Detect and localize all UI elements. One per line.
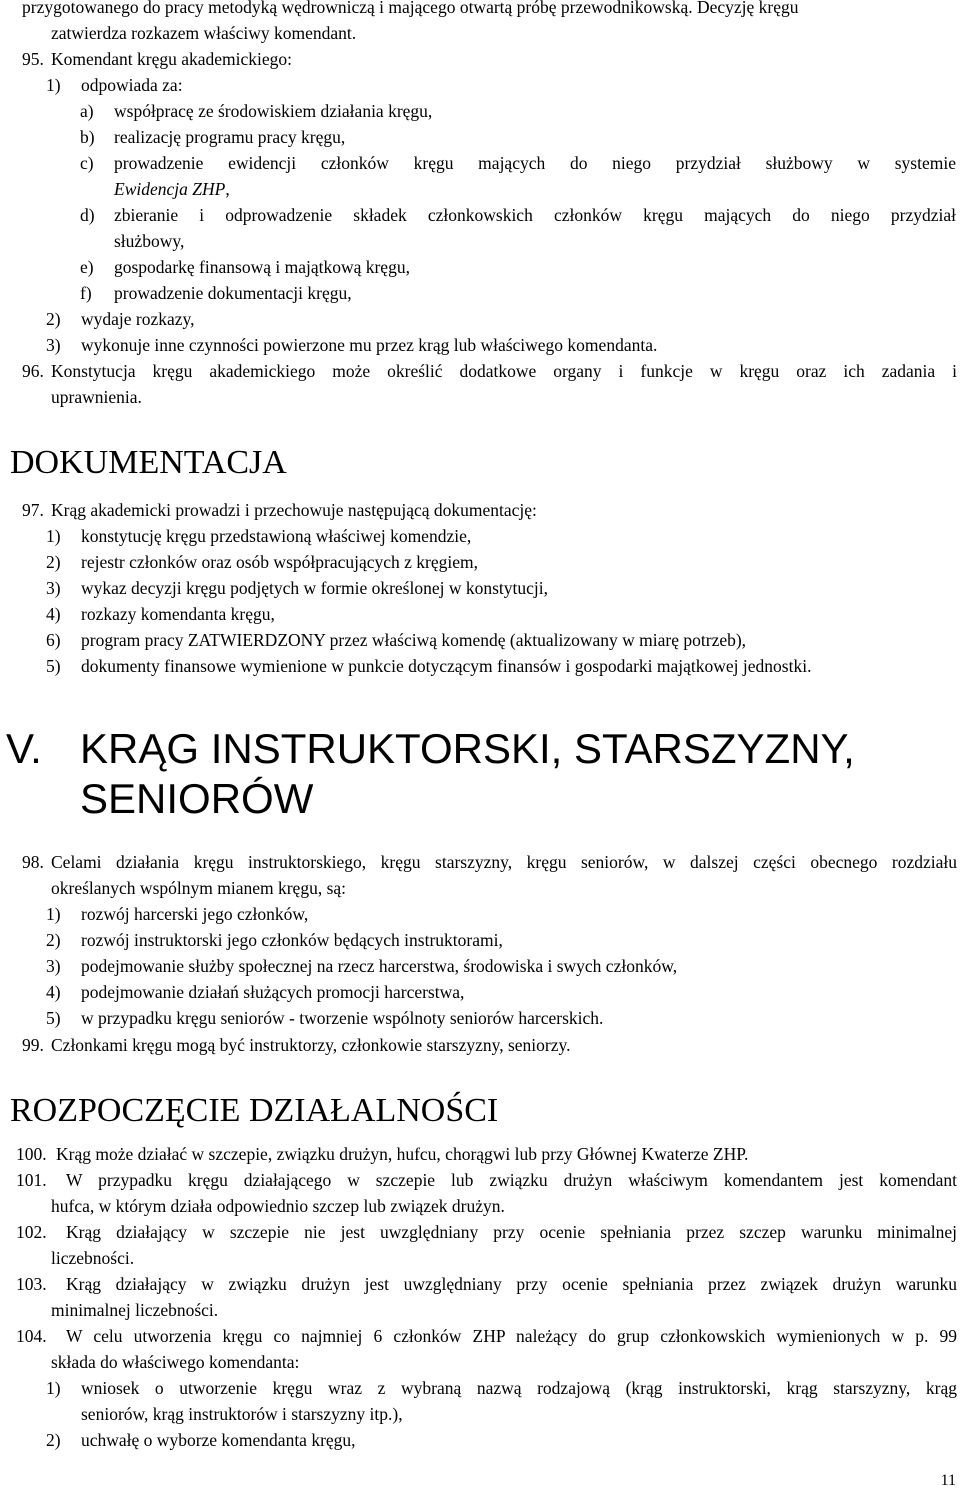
- list-item: 4) podejmowanie działań służących promocji harcerstwa,: [46, 982, 465, 1002]
- sub-list-item-cont: służbowy,: [114, 231, 185, 251]
- paragraph-number: 102.: [16, 1222, 47, 1242]
- paragraph-102-cont: liczebności.: [51, 1248, 135, 1268]
- sub-list-item: e) gospodarkę finansową i majątkową kręgu,: [80, 257, 410, 277]
- sub-list-item: b) realizację programu pracy kręgu,: [80, 127, 346, 147]
- italic-term: Ewidencja ZHP: [114, 179, 226, 199]
- paragraph-101-cont: hufca, w którym działa odpowiednio szczep lub związek drużyn.: [51, 1196, 505, 1216]
- paragraph-number: 95.: [22, 49, 44, 69]
- chapter-title: KRĄG INSTRUKTORSKI, STARSZYZNY,: [80, 725, 855, 772]
- list-item: 3) wykaz decyzji kręgu podjętych w formie określonej w konstytucji,: [46, 578, 549, 598]
- list-item: 1) odpowiada za:: [46, 75, 183, 95]
- paragraph-103-cont: minimalnej liczebności.: [51, 1300, 219, 1320]
- list-item: 4) rozkazy komendanta kręgu,: [46, 604, 275, 624]
- list-item: 6) program pracy ZATWIERDZONY przez właściwą komendę (aktualizowany w miarę potrzeb),: [46, 630, 747, 650]
- page-number: 11: [940, 1472, 956, 1489]
- list-item: 3) podejmowanie służby społecznej na rzecz harcerstwa, środowiska i swych członków,: [46, 956, 678, 976]
- paragraph-number: 104.: [16, 1326, 47, 1346]
- paragraph-number: 96.: [22, 361, 44, 381]
- sub-list-label: c): [80, 153, 94, 173]
- paragraph-99: 99. Członkami kręgu mogą być instruktorzy, członkowie starszyzny, seniorzy.: [22, 1032, 952, 1058]
- list-item: 2) uchwałę o wyborze komendanta kręgu,: [46, 1430, 356, 1450]
- list-item: 2) rejestr członków oraz osób współpracujących z kręgiem,: [46, 552, 478, 572]
- sub-list-label: d): [80, 205, 95, 225]
- paragraph-101: W przypadku kręgu działającego w szczepie lub związku drużyn właściwym komendantem jest komendant: [66, 1170, 957, 1190]
- paragraph-95: 95. Komendant kręgu akademickiego:: [22, 46, 952, 72]
- paragraph-104-cont: składa do właściwego komendanta:: [51, 1352, 300, 1372]
- continuation-line: zatwierdza rozkazem właściwy komendant.: [51, 23, 357, 43]
- list-item: 1) rozwój harcerski jego członków,: [46, 904, 309, 924]
- sub-list-item: zbieranie i odprowadzenie składek członkowskich członków kręgu mających do niego przydział: [114, 205, 956, 225]
- paragraph-97: 97. Krąg akademicki prowadzi i przechowuje następującą dokumentację:: [22, 497, 952, 523]
- paragraph-number: 97.: [22, 500, 44, 520]
- sub-list-item-cont: Ewidencja ZHP,: [114, 179, 230, 199]
- section-heading: ROZPOCZĘCIE DZIAŁALNOŚCI: [10, 1092, 499, 1129]
- section-heading: DOKUMENTACJA: [10, 444, 287, 481]
- paragraph-number: 100.: [16, 1144, 47, 1164]
- sub-list-item: f) prowadzenie dokumentacji kręgu,: [80, 283, 352, 303]
- continuation-line: przygotowanego do pracy metodyką wędrowniczą i mającego otwartą próbę przewodnikowską. Decyzję kręgu: [22, 0, 799, 17]
- sub-list-item: a) współpracę ze środowiskiem działania kręgu,: [80, 101, 433, 121]
- list-item: 2) rozwój instruktorski jego członków będących instruktorami,: [46, 930, 503, 950]
- paragraph-number: 99.: [22, 1035, 44, 1055]
- list-item-cont: seniorów, krąg instruktorów i starszyzny itp.),: [81, 1404, 403, 1424]
- paragraph-number: 103.: [16, 1274, 47, 1294]
- list-item: 2) wydaje rozkazy,: [46, 309, 195, 329]
- list-item: 5) dokumenty finansowe wymienione w punkcie dotyczącym finansów i gospodarki majątkowej jednostki.: [46, 656, 812, 676]
- sub-list-item: prowadzenie ewidencji członków kręgu mających do niego przydział służbowy w systemie: [114, 153, 956, 173]
- paragraph-98: Celami działania kręgu instruktorskiego, kręgu starszyzny, kręgu seniorów, w dalszej części obecnego rozdziału: [51, 852, 957, 872]
- paragraph-102: Krąg działający w szczepie nie jest uwzględniany przy ocenie spełniania przez szczep warunku minimalnej: [66, 1222, 957, 1242]
- paragraph-98-cont: określanych wspólnym mianem kręgu, są:: [51, 878, 347, 898]
- paragraph-96-cont: uprawnienia.: [51, 387, 142, 407]
- list-item: wniosek o utworzenie kręgu wraz z wybraną nazwą rodzajową (krąg instruktorski, krąg starszyzny, krąg: [81, 1378, 957, 1398]
- list-item: 3) wykonuje inne czynności powierzone mu przez krąg lub właściwego komendanta.: [46, 335, 658, 355]
- list-item: 5) w przypadku kręgu seniorów - tworzenie wspólnoty seniorów harcerskich.: [46, 1008, 604, 1028]
- chapter-number: V.: [6, 725, 42, 772]
- paragraph-100: 100. Krąg może działać w szczepie, związku drużyn, hufcu, chorągwi lub przy Głównej Kwaterze ZHP.: [16, 1141, 956, 1167]
- chapter-title-cont: SENIORÓW: [80, 775, 314, 822]
- paragraph-96: Konstytucja kręgu akademickiego może określić dodatkowe organy i funkcje w kręgu oraz ich zadania i: [51, 361, 957, 381]
- paragraph-104: W celu utworzenia kręgu co najmniej 6 członków ZHP należący do grup członkowskich wymienionych w p. 99: [66, 1326, 957, 1346]
- paragraph-103: Krąg działający w związku drużyn jest uwzględniany przy ocenie spełniania przez związek drużyn warunku: [66, 1274, 957, 1294]
- list-item: 1) konstytucję kręgu przedstawioną właściwej komendzie,: [46, 526, 472, 546]
- list-number: 1): [46, 1378, 61, 1398]
- paragraph-number: 98.: [22, 852, 44, 872]
- paragraph-number: 101.: [16, 1170, 47, 1190]
